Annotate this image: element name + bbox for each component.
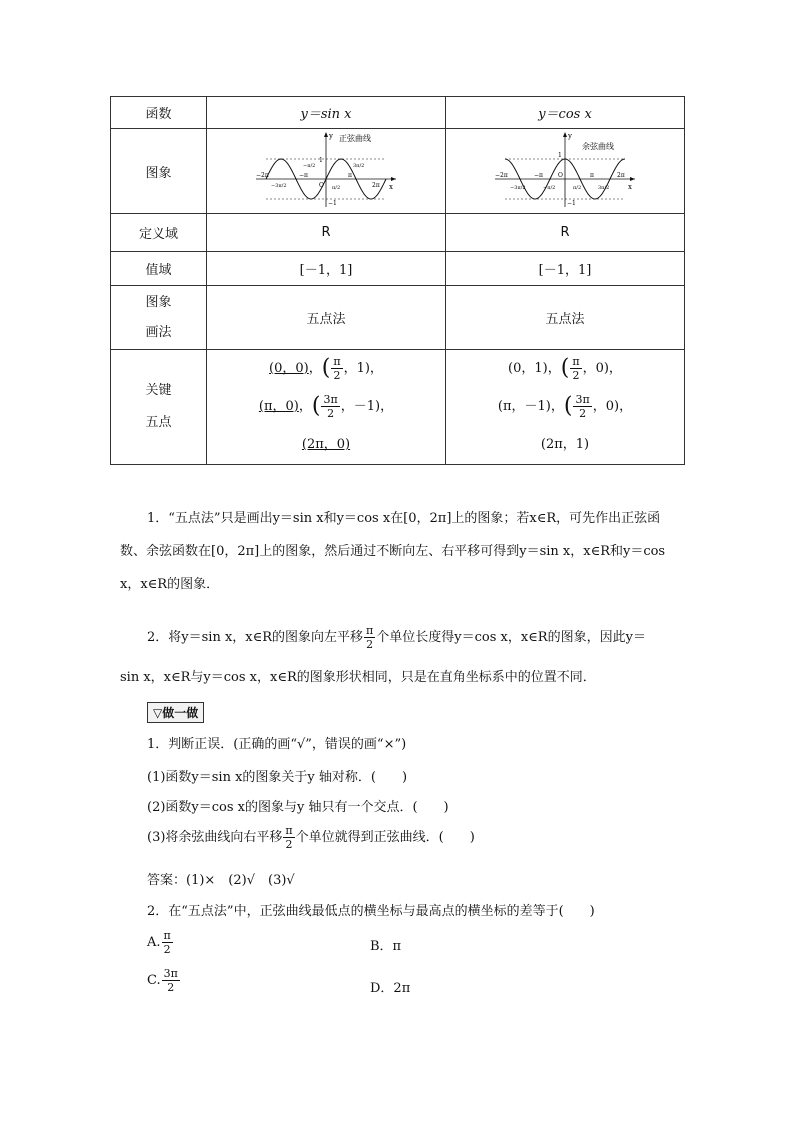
header-cos: y＝cos x [446, 97, 685, 129]
sine-curve-label: 正弦曲线 [339, 134, 371, 143]
svg-text:−1: −1 [328, 200, 337, 207]
svg-text:−2π: −2π [495, 172, 508, 179]
range-cos: [－1，1] [446, 252, 685, 286]
svg-text:−π: −π [299, 172, 308, 179]
key-points-label: 关键 五点 [111, 350, 207, 465]
svg-text:x: x [628, 183, 632, 191]
note-2-line-1: 2．将y＝sin x，x∈R的图象向左平移 $\frac{\pi}{2}$ 个单位长度得y＝cos x，x∈R的图象，因此y＝ [147, 624, 646, 651]
domain-label: 定义域 [111, 214, 207, 252]
method-sin: 五点法 [207, 286, 446, 350]
exercise-tag: ▽做一做 [147, 702, 204, 723]
sin-key-points: (0，0)，( $\frac{\pi}{2}$ ，1)， (π，0)，( $\frac{3\pi}{2}$ ，－1)， (2π，0) [207, 350, 446, 465]
sine-curve-graph [251, 129, 401, 209]
svg-text:O: O [558, 172, 563, 179]
svg-text:−2π: −2π [256, 172, 269, 179]
svg-text:−1: −1 [567, 200, 576, 207]
svg-text:π: π [590, 172, 594, 179]
method-row [111, 286, 685, 350]
svg-text:−π/2: −π/2 [543, 185, 556, 191]
method-cos: 五点法 [446, 286, 685, 350]
svg-text:y: y [568, 132, 572, 140]
svg-text:−π: −π [534, 172, 543, 179]
svg-text:2π: 2π [372, 182, 380, 189]
question-1-1: (1)函数y＝sin x的图象关于y 轴对称．( ) [147, 770, 408, 785]
cosine-curve-graph [490, 129, 640, 209]
option-b: B．π [370, 939, 402, 954]
note-2-line-2: sin x，x∈R与y＝cos x，x∈R的图象形状相同，只是在直角坐标系中的位置不同． [120, 670, 596, 685]
svg-text:y: y [329, 132, 333, 140]
domain-row [111, 214, 685, 252]
svg-text:−π/2: −π/2 [303, 163, 316, 169]
svg-text:3π/2: 3π/2 [598, 185, 610, 191]
svg-text:3π/2: 3π/2 [353, 163, 365, 169]
note-1: 1．“五点法”只是画出y＝sin x和y＝cos x在[0，2π]上的图象；若x∈R，可先作出正弦函数、余弦函数在[0，2π]上的图象，然后通过不断向左、右平移可得到y＝sin x，x∈R和y＝cos x，x∈R的图象． [120, 511, 666, 592]
key-points-row [111, 350, 685, 465]
domain-sin: R [207, 214, 446, 252]
graph-label: 图象 [111, 129, 207, 214]
option-a: A. $\frac{\pi}{2}$ [147, 929, 171, 956]
method-label: 图象 画法 [111, 286, 207, 350]
svg-text:π/2: π/2 [332, 185, 341, 191]
range-label: 值域 [111, 252, 207, 286]
domain-cos: R [446, 214, 685, 252]
svg-text:−3π/2: −3π/2 [510, 185, 526, 191]
cos-graph-cell [446, 129, 685, 214]
svg-text:−3π/2: −3π/2 [271, 183, 287, 189]
question-1-3: (3)将余弦曲线向右平移 $\frac{\pi}{2}$ 个单位就得到正弦曲线．( ) [147, 824, 475, 851]
question-1-2: (2)函数y＝cos x的图象与y 轴只有一个交点．( ) [147, 800, 449, 815]
svg-text:O: O [319, 182, 324, 189]
comparison-table [110, 96, 685, 465]
option-d: D．2π [370, 981, 411, 996]
range-row [111, 252, 685, 286]
svg-text:π: π [348, 172, 352, 179]
cos-key-points: (0，1)，( $\frac{\pi}{2}$ ，0)， (π，－1)，( $\frac{3\pi}{2}$ ，0)， (2π，1) [446, 350, 685, 465]
answer-line: 答案：(1)× (2)√ (3)√ [147, 873, 295, 888]
header-sin: y＝sin x [207, 97, 446, 129]
range-sin: [－1，1] [207, 252, 446, 286]
header-row [111, 97, 685, 129]
option-c: C. $\frac{3\pi}{2}$ [147, 967, 178, 994]
svg-text:2π: 2π [617, 172, 625, 179]
graph-row [111, 129, 685, 214]
header-function: 函数 [111, 97, 207, 129]
svg-text:1: 1 [558, 152, 562, 159]
question-1: 1．判断正误．(正确的画“√”，错误的画“×”) [147, 737, 407, 752]
cosine-curve-label: 余弦曲线 [582, 142, 614, 151]
svg-text:1: 1 [319, 157, 323, 164]
svg-text:π/2: π/2 [573, 185, 582, 191]
sin-graph-cell [207, 129, 446, 214]
svg-text:x: x [389, 183, 393, 191]
question-2: 2．在“五点法”中，正弦曲线最低点的横坐标与最高点的横坐标的差等于( ) [147, 904, 595, 919]
